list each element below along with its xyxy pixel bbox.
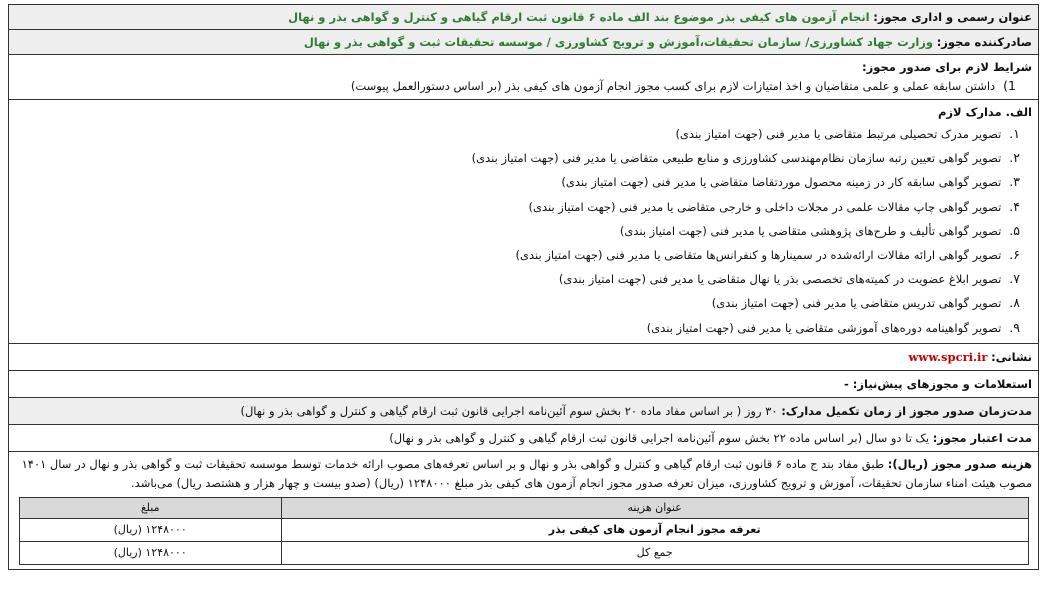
document-item: [15, 170, 1032, 194]
document-item: [15, 219, 1032, 243]
document-item-number: ۱.: [1009, 126, 1020, 141]
conditions-item-text: داشتن سابقه عملی و علمی متقاضیان و اخذ امتیازات لازم برای کسب مجوز انجام آزمون های کیفی بذر (بر اساس دستورالعمل پیوست): [350, 79, 996, 93]
table-row: [19, 518, 1028, 541]
title-label: عنوان رسمی و اداری مجوز:: [873, 10, 1032, 24]
fee-table-header: [19, 497, 1028, 518]
table-row: [19, 541, 1028, 564]
conditions-heading: شرایط لازم برای صدور مجوز:: [862, 60, 1032, 74]
issuer-value: وزارت جهاد کشاورزی/ سازمان تحقیقات،آموزش و ترویج کشاورزی / موسسه تحقیقات ثبت و گواهی بذر و نهال: [303, 35, 934, 49]
conditions-section: [9, 55, 1038, 100]
fee-total-title: جمع کل: [281, 541, 1028, 564]
inquiries-row: [9, 371, 1038, 398]
document-item-text: تصویر گواهینامه دوره‌های آموزشی متقاضی یا مدیر فنی (جهت امتیاز بندی): [646, 320, 1002, 335]
inquiries-label: استعلامات و مجوزهای پیش‌نیاز: -: [844, 376, 1032, 391]
document-item-text: تصویر گواهی تألیف و طرح‌های پژوهشی متقاضی یا مدیر فنی (جهت امتیاز بندی): [619, 223, 1002, 238]
document-item: [15, 267, 1032, 291]
documents-list: [15, 122, 1032, 340]
fee-total-amount: ۱۲۴۸۰۰۰ (ریال): [19, 541, 281, 564]
fee-row-title: تعرفه مجوز انجام آزمون های کیفی بذر: [281, 518, 1028, 541]
fee-table: [19, 497, 1029, 565]
document-item-number: ۶.: [1009, 247, 1020, 263]
documents-heading: الف. مدارک لازم: [937, 105, 1032, 119]
fee-row-amount: ۱۲۴۸۰۰۰ (ریال): [19, 518, 281, 541]
conditions-item-number: 1): [1003, 78, 1016, 93]
document-item: [15, 243, 1032, 267]
address-link[interactable]: www.spcri.ir: [908, 349, 988, 364]
title-row: [9, 5, 1038, 30]
license-document: [8, 4, 1039, 570]
issue-time-value: ۳۰ روز ( بر اساس مفاد ماده ۲۰ بخش سوم آئین‌نامه اجرایی قانون ثبت ارقام گیاهی و کنترل و گواهی بذر و نهال): [240, 403, 778, 418]
fee-section: [9, 452, 1038, 569]
document-item-text: تصویر گواهی چاپ مقالات علمی در مجلات داخلی و خارجی متقاضی یا مدیر فنی (جهت امتیاز بندی): [528, 199, 1002, 214]
document-item-number: ۳.: [1009, 174, 1020, 190]
documents-section: [9, 100, 1038, 344]
document-item-number: ۵.: [1009, 222, 1020, 238]
issue-time-row: [9, 398, 1038, 425]
issuer-row: [9, 30, 1038, 55]
fee-table-col-amount: مبلغ: [19, 497, 281, 518]
document-item-text: تصویر ابلاغ عضویت در کمیته‌های تخصصی بذر یا نهال متقاضی یا مدیر فنی (جهت امتیاز بندی): [558, 272, 1002, 287]
validity-value: یک تا دو سال (بر اساس ماده ۲۲ بخش سوم آئین‌نامه اجرایی قانون ثبت ارقام گیاهی و کنترل و گواهی بذر و نهال): [389, 430, 930, 445]
document-item-text: تصویر گواهی تدریس متقاضی یا مدیر فنی (جهت امتیاز بندی): [711, 296, 1002, 311]
fee-text: طبق مفاد بند ج ماده ۶ قانون ثبت ارقام گیاهی و کنترل و گواهی بذر و نهال و بر اساس تعرفه‌های مصوب ارائه خدمات توسط موسسه تحقیقات ثبت و گواهی بذر و نهال در سال ۱۴۰۱ مصوب هیئت امناء سازمان تحقیقات، آموزش و ترویج کشاورزی، میزان تعرفه صدور مجوز انجام آزمون های کیفی بذر مبلغ ۱۲۴۸۰۰۰ (ریال) (صدو بیست و چهار هزار و هشتصد ریال) می‌باشد.: [21, 456, 1032, 490]
validity-row: [9, 425, 1038, 452]
document-item: [15, 316, 1032, 340]
conditions-item: [15, 77, 1032, 95]
address-row: [9, 344, 1038, 371]
document-item-text: تصویر گواهی ارائه مقالات ارائه‌شده در سمینارها و کنفرانس‌ها متقاضی یا مدیر فنی (جهت امتیاز بندی): [515, 248, 1002, 263]
document-item-text: تصویر مدرک تحصیلی مرتبط متقاضی یا مدیر فنی (جهت امتیاز بندی): [675, 127, 1002, 141]
fee-table-col-title: عنوان هزینه: [281, 497, 1028, 518]
document-item-number: ۸.: [1009, 295, 1020, 311]
document-item-text: تصویر گواهی سابقه کار در زمینه محصول موردتقاضا متقاضی یا مدیر فنی (جهت امتیاز بندی): [561, 175, 1002, 190]
document-item-text: تصویر گواهی تعیین رتبه سازمان نظام‌مهندسی کشاورزی و منابع طبیعی متقاضی یا مدیر فنی (جهت امتیاز بندی): [471, 151, 1002, 166]
document-item-number: ۷.: [1009, 271, 1020, 287]
fee-label: هزینه صدور مجوز (ریال):: [887, 456, 1032, 471]
document-item: [15, 122, 1032, 146]
address-label: نشانی:: [991, 349, 1032, 364]
issuer-label: صادرکننده مجوز:: [936, 35, 1032, 49]
validity-label: مدت اعتبار مجوز:: [932, 430, 1032, 445]
document-item-number: ۹.: [1009, 319, 1020, 335]
issue-time-label: مدت‌زمان صدور مجوز از زمان تکمیل مدارک:: [781, 403, 1032, 418]
document-item-number: ۴.: [1009, 198, 1020, 214]
document-item: [15, 195, 1032, 219]
document-item-number: ۲.: [1009, 150, 1020, 166]
document-item: [15, 146, 1032, 170]
title-value: انجام آزمون های کیفی بذر موضوع بند الف ماده ۶ قانون ثبت ارقام گیاهی و کنترل و گواهی بذر و نهال: [288, 10, 870, 24]
document-item: [15, 291, 1032, 315]
